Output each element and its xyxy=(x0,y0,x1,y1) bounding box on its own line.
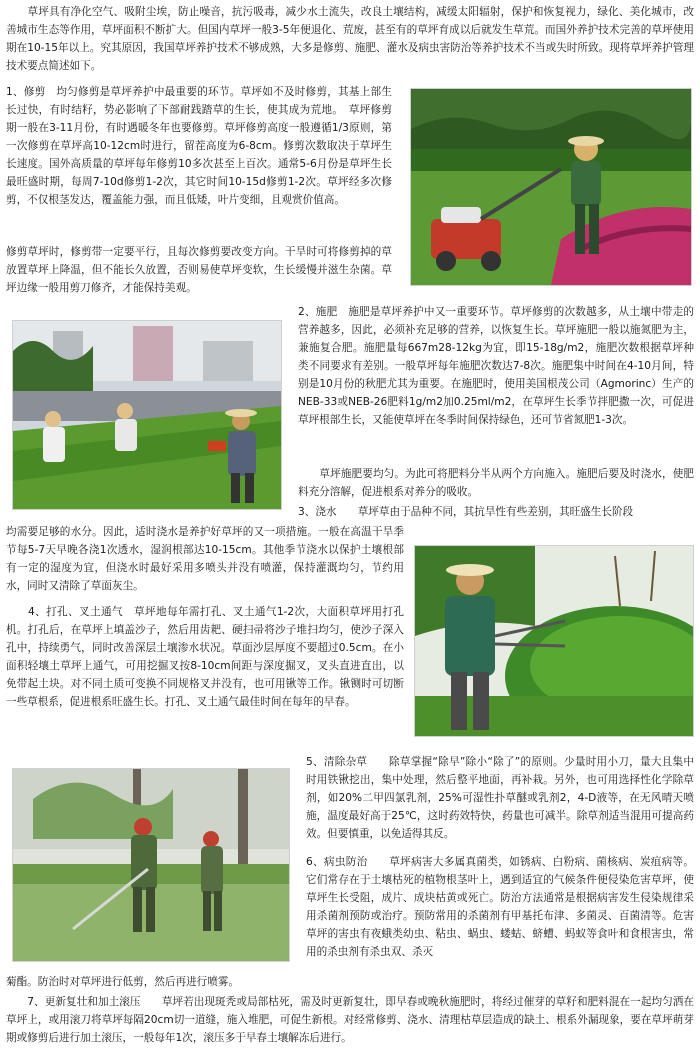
section-weeding-text: 5、清除杂草 除草掌握“除早”除小“除了”的原则。少量时用小刀，量大且集中时用铁锹挖出，集中处理，然后整平地面，再补栽。另外，也可用选择性化学除草剂，如20%二甲四氯乳剂，25%可湿性扑草醚或乳剂2，4-D液等，在无风晴天喷施，温度最好高于25℃，这时药效特快，药量也可减半。除草剂适当混用可提高药效。但要慎重，以免适得其反。 xyxy=(306,756,694,840)
intro-paragraph: 草坪具有净化空气、吸附尘埃，防止噪音，抗污吸毒，减少水土流失，改良土壤结构，减缓太阳辐射，保护和恢复视力，绿化、美化城市，改善城市生态等作用，草坪面积不断扩大。但国内草坪一般3-5年便退化、荒废，甚至有的草坪育成以后就发生草荒。而国外养护技术完善的草坪使用期在10-15年以上。究其原因，我国草坪养护技术不够成熟，大多是修剪、施肥、灌水及病虫害防治等养护技术不当或失时所致。现将草坪养护管理技术要点简述如下。 xyxy=(6,6,694,72)
lawn-mowing-photo xyxy=(410,88,692,286)
roadside-hedge-photo xyxy=(12,320,282,510)
section-mowing-tail: 修剪草坪时，修剪带一定要平行，且每次修剪要改变方向。干旱时可将修剪掉的草放置草坪上降温，但不能长久放置，否则易使草坪变软，生长缓慢并滋生杂菌。草坪边缘一般用剪刀修齐，才能保持美观。 xyxy=(6,246,392,294)
hedge-trimming-photo xyxy=(414,545,694,737)
section-pest-tail: 菊酯。防治时对草坪进行低剪，然后再进行喷雾。 xyxy=(6,976,240,988)
section-watering-title: 3、浇水 草坪草由于品种不同，其抗旱性有些差别，其旺盛生长阶段 xyxy=(298,506,634,518)
section-mowing-text: 1、修剪 均匀修剪是草坪养护中最重要的环节。草坪如不及时修剪，其基上部生长过快，有时结籽，势必影响了下部耐践踏草的生长，使其成为荒地。 草坪修剪期一般在3-11月份，有时遇暖冬年也要修剪。草坪修剪高度一般遵循1/3原则，第一次修剪在草坪高10-12cm时进行，留茬高度为6-8cm。修剪次数取决于草坪生长速度。国外高质量的草坪每年修剪10多次甚至上百次。通常5-6月份是草坪生长最旺盛时期，每周7-10d修剪1-2次，其它时间10-15d修剪1-2次。草坪经多次修剪，不仅根茎发达，覆盖能力强，而且低矮，叶片变细，且观赏价值高。 xyxy=(6,86,392,206)
section-pest-text: 6、病虫防治 草坪病害大多属真菌类，如锈病、白粉病、菌核病、炭疽病等。它们常存在于土壤枯死的植物根茎叶上，遇到适宜的气候条件便侵染危害草坪，使草坪生长受阻，成片、成块枯黄或死亡。防治方法通常是根据病害发生侵染规律采用杀菌剂预防或治疗。预防常用的杀菌剂有甲基托布津、多菌灵、百菌清等。危害草坪的害虫有夜蛾类幼虫、粘虫、蜗虫、蝼蛄、蛴螬、蚂蚁等食叶和食根害虫，常用的杀虫剂有杀虫双、杀灭 xyxy=(306,856,694,958)
section-renewal-text: 7、更新复壮和加土滚压 草坪若出现斑秃或局部枯死，需及时更新复壮，即早春或晚秋施肥时，将经过催芽的草籽和肥料混在一起均匀洒在草坪上，或用滚刀将草坪每隔20cm切一道缝，施入堆肥，可促生新根。对经常修剪、浇水、清理枯草层造成的缺土、根系外漏现象，要在草坪萌芽期或修剪后进行加土滚压，一般每年1次，滚压多于早春土壤解冻后进行。 xyxy=(6,996,694,1044)
section-aeration-text: 4、打孔、叉土通气 草坪地每年需打孔、叉土通气1-2次，大面积草坪用打孔机。打孔后，在草坪上填盖沙子，然后用齿耙、硬扫帚将沙子堆扫均匀，使沙子深入孔中，持续勇气，同时改善深层土壤渗水状况。草面沙层厚度不要超过0.5cm。在小面积轻壤土草坪上通气，可用挖掘叉按8-10cm间距与深度掘叉，叉头直进直出，以免带起土块。对不同土质可变换不同规格叉并没有，也可用锹等工作。锹铡时可切断一些草根系，促进根系旺盛生长。打孔、叉土通气最佳时间在每年的早春。 xyxy=(6,606,404,708)
section-fertilize-tail: 草坪施肥要均匀。为此可将肥料分半从两个方向施入。施肥后要及时浇水，使肥料充分溶解，促进根系对养分的吸收。 xyxy=(298,468,694,498)
weed-trimming-photo xyxy=(12,768,290,962)
section-fertilize-text: 2、施肥 施肥是草坪养护中又一重要环节。草坪修剪的次数越多，从土壤中带走的营养越多，因此，必须补充足够的营养，以恢复生长。草坪施肥一般以施氮肥为主，兼施复合肥。施肥量每667m28-12kg为宜，即15-18g/m2，施肥次数根据草坪种类不同要求有差别。一般草坪每年施肥次数达7-8次。施肥集中时间在4-10月间，特别是10月份的秋肥尤其为重要。在施肥时，使用美国根茂公司（Agmorinc）生产的NEB-33或NEB-26肥料1g/m2加0.25ml/m2，在草坪生长季节拌肥撒一次，可促进草坪根部生长，又能使草坪在冬季时间保持绿色，还可节省氮肥1-3次。 xyxy=(298,306,694,426)
section-watering-text: 均需要足够的水分。因此，适时浇水是养护好草坪的又一项措施。一般在高温干旱季节每5-7天早晚各浇1次透水，湿润根部达10-15cm。其他季节浇水以保护土壤根部有一定的湿度为宜，但浇水时最好采用多喷头并没有喷灌，保持灌溉均匀，节约用水，同时又清除了草面灰尘。 xyxy=(6,526,404,592)
